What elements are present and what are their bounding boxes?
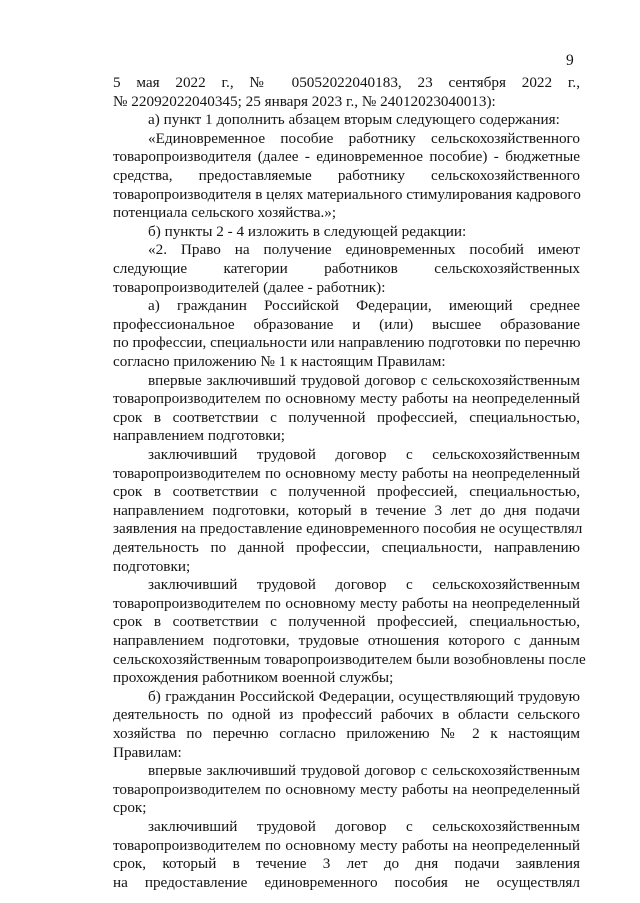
text-line: впервые заключивший трудовой договор с сельскохозяйственным <box>148 371 580 389</box>
text-line: деятельность по данной профессии, специальности, направлению <box>113 539 580 556</box>
text-line: направлением подготовки; <box>113 427 286 445</box>
text-line: 5 мая 2022 г., № 05052022040183, 23 сентября 2022 г., <box>113 74 580 91</box>
text-line: прохождения работником военной службы; <box>113 669 394 687</box>
text-line: товаропроизводителя в целях материального стимулирования кадрового <box>113 185 581 203</box>
text-line: товаропроизводителей (далее - работник): <box>113 278 386 296</box>
text-line: согласно приложению № 1 к настоящим Правилам: <box>113 353 446 370</box>
text-line: заключивший трудовой договор с сельскохозяйственным <box>148 446 580 463</box>
text-line: а) пункт 1 дополнить абзацем вторым следующего содержания: <box>148 111 560 129</box>
text-line: заключивший трудовой договор с сельскохозяйственным <box>148 576 580 594</box>
text-line: заявления на предоставление единовременного пособия не осуществлял <box>113 520 583 538</box>
text-line: б) пункты 2 - 4 изложить в следующей редакции: <box>148 222 467 240</box>
text-line: средства, предоставляемые работнику сельскохозяйственного <box>113 167 580 184</box>
text-line: Правилам: <box>113 743 182 761</box>
text-line: срок в соответствии с полученной профессией, специальностью, <box>113 483 580 501</box>
text-line: хозяйства по перечню согласно приложению № 2 к настоящим <box>113 725 580 742</box>
text-line: впервые заключивший трудовой договор с сельскохозяйственным <box>148 762 580 780</box>
text-line: на предоставление единовременного пособия не осуществлял <box>113 873 580 891</box>
text-line: «2. Право на получение единовременных пособий имеют <box>148 241 580 259</box>
text-line: № 22092022040345; 25 января 2023 г., № 24012023040013): <box>113 92 496 110</box>
text-line: товаропроизводителем по основному месту работы на неопределенный <box>113 464 580 482</box>
text-line: сельскохозяйственным товаропроизводителем были возобновлены после <box>113 650 586 668</box>
text-line: срок в соответствии с полученной профессией, специальностью, <box>113 613 580 631</box>
text-line: направлением подготовки, трудовые отношения которого с данным <box>113 632 580 649</box>
text-line: товаропроизводителем по основному месту работы на неопределенный <box>113 594 580 612</box>
text-line: а) гражданин Российской Федерации, имеющий среднее <box>148 297 580 315</box>
text-line: «Единовременное пособие работнику сельскохозяйственного <box>148 129 580 147</box>
text-line: товаропроизводителем по основному месту работы на неопределенный <box>113 390 580 408</box>
text-line: срок в соответствии с полученной профессией, специальностью, <box>113 408 580 426</box>
text-line: срок; <box>113 799 147 817</box>
text-line: деятельность по одной из профессий рабочих в области сельского <box>113 706 580 724</box>
text-line: подготовки; <box>113 557 191 575</box>
text-line: по профессии, специальности или направлению подготовки по перечню <box>113 334 581 352</box>
text-line: направлением подготовки, который в течение 3 лет до дня подачи <box>113 501 580 519</box>
text-line: заключивший трудовой договор с сельскохозяйственным <box>148 818 580 835</box>
text-line: товаропроизводителем по основному месту работы на неопределенный <box>113 780 580 798</box>
text-line: товаропроизводителя (далее - единовременное пособие) - бюджетные <box>113 148 580 166</box>
text-line: потенциала сельского хозяйства.»; <box>113 204 337 222</box>
text-line: профессиональное образование и (или) высшее образование <box>113 315 580 333</box>
text-line: следующие категории работников сельскохозяйственных <box>113 260 580 277</box>
text-line: срок, который в течение 3 лет до дня подачи заявления <box>113 855 580 873</box>
text-line: б) гражданин Российской Федерации, осуществляющий трудовую <box>148 687 580 705</box>
page-number: 9 <box>566 52 574 69</box>
text-line: товаропроизводителем по основному месту работы на неопределенный <box>113 836 580 854</box>
